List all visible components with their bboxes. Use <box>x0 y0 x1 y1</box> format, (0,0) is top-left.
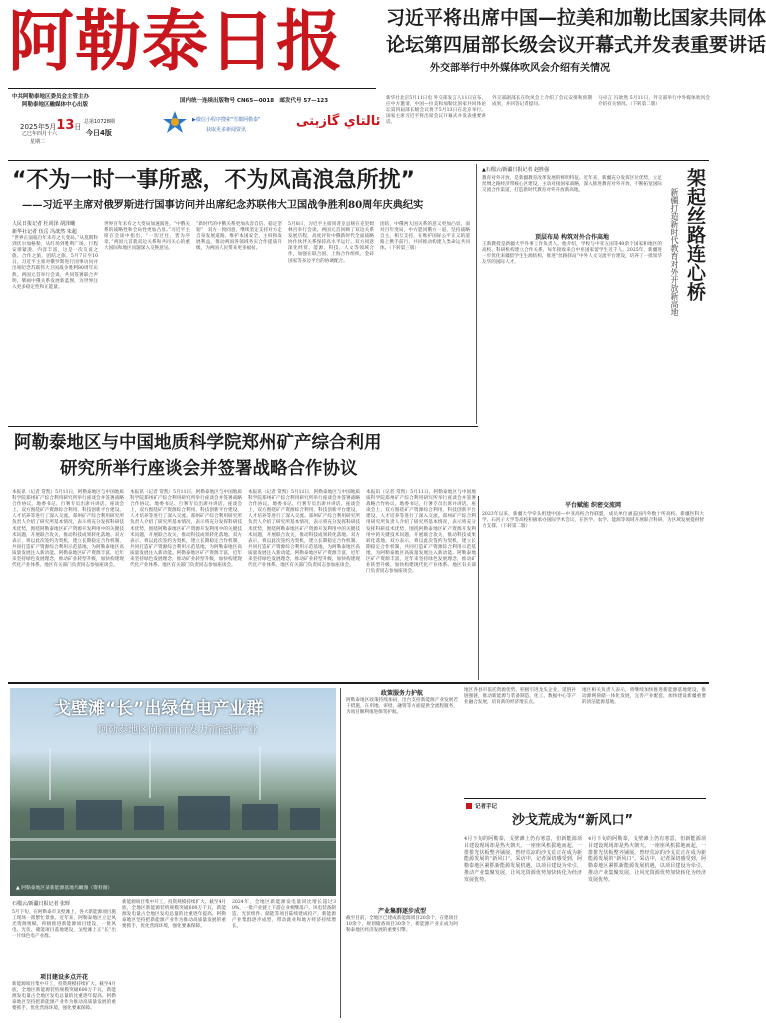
second-col-4: 本报讯（记者 常凯）5月11日，阿勒泰地区与中国地质科学院郑州矿产综合利用研究所举行座谈会并签署战略合作协议。地委书记、行署专员出席并讲话。座谈会上，双方围绕矿产资源综合利用、科技创新平台建设、人才培养等进行了深入交流。郑州矿产综合利用研究所负责人介绍了研究所基本情况，表示将充分发挥科研技术优势，围绕阿勒泰地区矿产资源开发利用中的关键技术问题，开展联合攻关，推动科技成果转化落地。双方表示，将以此次签约为契机，建立长期稳定合作机制，共同打造矿产资源综合利用示范基地，为阿勒泰地区高质量发展注入新动能。阿勒泰地区矿产资源丰富，近年来坚持绿色发展理念，推动矿业转型升级，加快构建现代化产业体系。地区有关部门负责同志参加座谈会。 <box>366 490 476 575</box>
feature-headline-1: 戈壁滩“长”出绿色电产业群 <box>54 699 264 719</box>
side-head-1: 顶层布局 构筑对外合作高地 <box>534 234 610 241</box>
feature-col-3: 2024年，全地区新能源发电量同比增长超过30%，一批产业链上下游企业相继落户。风电装备制造、光伏组件、储能等项目陆续建成投产，新能源产业集群逐步成型，带动就业和地方经济持续增长。 <box>232 900 336 930</box>
note-mark-icon <box>466 803 472 809</box>
feature-subhead-3: 产业集群逐步成型 <box>377 908 426 915</box>
date-label: 2025年5月 <box>20 123 57 131</box>
date-unit: 日 <box>74 123 82 131</box>
publisher-2: 阿勒泰地区融媒体中心出版 <box>22 102 89 108</box>
side-text-1: 教育对外开放，是新疆教育改革发展的鲜明特征。近年来，新疆充分发挥区位优势，立足丝绸之路经济带核心区建设，主动对接国家战略，深入推进教育对外开放，不断拓宽国际交流合作渠道，打造新时代教育对外开放新高地。 <box>482 176 662 194</box>
note-col-1: 4月下旬的阿勒泰，戈壁滩上仍有寒意，但新能源项目建设现场却是热火朝天。一座座风机拔地而起，一排排光伏板整齐铺展，曾经荒凉的沙戈荒正在成为新能源发展的“新风口”。采访中，记者深切感受到，阿勒泰地区紧抓新能源发展机遇，以项目建设为牵引，推动产业集聚发展，让风光资源优势加快转化为经济发展优势。 <box>464 836 582 883</box>
lead-headline: “不为一时一事所惑，不为风高浪急所扰” <box>12 168 415 193</box>
section-rule-3 <box>8 682 709 684</box>
side-text-2: 王新教授是新疆大学外事工作负责人。他介绍，学校与中亚五国等40余个国家和地区的高校、科研机构建立合作关系，每年接收来自中亚国家留学生近千人。2025年，新疆进一步优化来疆留学生生源结构，推进“丝路驿站”中外人文交流平台建设，培养了一批知华友华的国际人才。 <box>482 242 662 266</box>
second-col-3: 本报讯（记者 常凯）5月11日，阿勒泰地区与中国地质科学院郑州矿产综合利用研究所举行座谈会并签署战略合作协议。地委书记、行署专员出席并讲话。座谈会上，双方围绕矿产资源综合利用、科技创新平台建设、人才培养等进行了深入交流。郑州矿产综合利用研究所负责人介绍了研究所基本情况，表示将充分发挥科研技术优势，围绕阿勒泰地区矿产资源开发利用中的关键技术问题，开展联合攻关，推动科技成果转化落地。双方表示，将以此次签约为契机，建立长期稳定合作机制，共同打造矿产资源综合利用示范基地，为阿勒泰地区高质量发展注入新动能。阿勒泰地区矿产资源丰富，近年来坚持绿色发展理念，推动矿业转型升级，加快构建现代化产业体系。地区有关部门负责同志参加座谈会。 <box>248 490 360 569</box>
second-divider <box>478 496 479 680</box>
feature-photo <box>10 688 336 896</box>
lead-subhead: ——习近平主席对俄罗斯进行国事访问并出席纪念苏联伟大卫国战争胜利80周年庆典纪实 <box>22 199 424 211</box>
feature-col-5: 地区各县市依托资源优势，积极引进龙头企业，延链补链强链，推动新能源与装备制造、化工、数据中心等产业融合发展，培育新的经济增长点。 <box>464 688 576 706</box>
lunar-day: 乙巳年四月十六 <box>22 131 58 137</box>
brief-col-3: 马卓言 冯歆然 5月11日，外交部举行中外媒体吹风会介绍有关情况。（下转第二版） <box>598 96 710 108</box>
app-promo-2: 获取更多新闻资讯 <box>206 127 247 133</box>
lead-col-4: 5月8日，习近平主席同普京总统在克里姆林宫举行会谈。两国元首回顾了双边关系发展历程，高度评价中俄新时代全面战略协作伙伴关系保持高水平运行。双方同意深化经贸、能源、科技、人文等领域合作，加强在联合国、上海合作组织、金砖国家等多边平台的协调配合。 <box>288 222 374 264</box>
lead-col-1: “世界正面临百年未有之大变局。”从莫斯科到伏尔加格勒，从红场到胜利广场，行程安排紧凑、内容丰富，这是一次友谊之旅、合作之旅、团结之旅。5月7日至10日，习近平主席对俄罗斯进行国事访问并出席纪念苏联伟大卫国战争胜利80周年庆典。两国元首举行会谈，共同签署联合声明，擘画中俄关系发展新蓝图，为世界注入更多稳定性和正能量。 <box>12 236 98 290</box>
feature-headline-2: 阿勒泰地区向新而行发力新能源产业 <box>98 725 258 736</box>
photo-caption: ▲ 阿勒泰地区某新能源基地鸟瞰图（资料图） <box>16 886 113 891</box>
paper-title: 阿勒泰日报 <box>8 3 343 80</box>
feature-col-4b: 截至目前，全地区已建成新能源项目20余个，在建项目10余个，规划储备项目30余个，新能源产业正成为阿勒泰地区经济发展的重要引擎。 <box>346 916 458 934</box>
side-title: 架起丝路连心桥 <box>684 168 706 301</box>
feature-subhead-2: 政策服务力护航 <box>380 690 423 697</box>
note-title: 沙戈荒成为“新风口” <box>512 813 634 828</box>
side-label: ▲石榴云/新疆日报记者 赵胜强 <box>482 167 550 173</box>
second-col-1: 本报讯（记者 常凯）5月11日，阿勒泰地区与中国地质科学院郑州矿产综合利用研究所举行座谈会并签署战略合作协议。地委书记、行署专员出席并讲话。座谈会上，双方围绕矿产资源综合利用、科技创新平台建设、人才培养等进行了深入交流。郑州矿产综合利用研究所负责人介绍了研究所基本情况，表示将充分发挥科研技术优势，围绕阿勒泰地区矿产资源开发利用中的关键技术问题，开展联合攻关，推动科技成果转化落地。双方表示，将以此次签约为契机，建立长期稳定合作机制，共同打造矿产资源综合利用示范基地，为阿勒泰地区高质量发展注入新动能。阿勒泰地区矿产资源丰富，近年来坚持绿色发展理念，推动矿业转型升级，加快构建现代化产业体系。地区有关部门负责同志参加座谈会。 <box>12 490 124 569</box>
app-logo <box>162 110 188 134</box>
weekday: 星期二 <box>30 139 46 145</box>
feature-divider-1 <box>340 688 341 1018</box>
note-col-2: 4月下旬的阿勒泰，戈壁滩上仍有寒意，但新能源项目建设现场却是热火朝天。一座座风机拔地而起，一排排光伏板整齐铺展，曾经荒凉的沙戈荒正在成为新能源发展的“新风口”。采访中，记者深切感受到，阿勒泰地区紧抓新能源发展机遇，以项目建设为牵引，推动产业集聚发展，让风光资源优势加快转化为经济发展优势。 <box>588 836 706 883</box>
feature-col-1: 5月下旬，在阿勒泰市戈壁滩上，各大新能源项目施工现场一派繁忙景象。近年来，阿勒泰地区立足风光资源禀赋，积极推进新能源项目建设，一批风电、光伏、储能项目落地建设，戈壁滩上正“长”出一片绿色电产业群。 <box>12 910 116 940</box>
note-label <box>466 802 497 810</box>
kazakh-title: ئالتاي گازېتى <box>296 114 381 129</box>
issue-number: 总第10728期 <box>84 119 115 125</box>
masthead-rule <box>8 88 376 89</box>
brief-col-1: 新华社北京5月11日电 外交部发言人11日宣布，应中方邀请，中国—拉美和加勒比国家共同体论坛第四届部长级会议将于5月13日在北京举行。国家主席习近平将出席会议开幕式并发表重要讲话。 <box>386 96 486 126</box>
masthead <box>0 0 766 160</box>
top-subhead: 外交部举行中外媒体吹风会介绍有关情况 <box>430 63 610 74</box>
publisher-1: 中共阿勒泰地区委员会主管主办 <box>12 94 90 100</box>
feature-subhead-1: 项目建设多点开花 <box>39 974 88 981</box>
feature-col-1b: 新能源项目集中开工，投资规模持续扩大。截至4月底，全地区新能源装机规模突破600万千瓦，新能源发电量占全地区发电总量的比重逐年提高。阿勒泰地区坚持把新能源产业作为推动高质量发展的重要抓手，优化营商环境，强化要素保障。 <box>12 982 116 1012</box>
lead-byline-2: 新华社记者 伍岳 冯歆然 朱超 <box>12 229 77 235</box>
lead-col-3: “新时代的中俄关系更加从容自信、稳定坚韧” 双方一致同意，继续坚定支持对方走自身发展道路，维护本国安全、主权和发展利益，推动两国各领域务实合作提质升级，为两国人民带来更多福祉。 <box>196 222 282 252</box>
lead-byline: 人民日报记者 杜尚泽 胡泽曦 <box>12 221 76 227</box>
page-count: 今日4版 <box>86 129 112 137</box>
second-headline-1: 阿勒泰地区与中国地质科学院郑州矿产综合利用 <box>14 433 382 453</box>
section-rule-1 <box>8 160 709 161</box>
top-headline-1: 习近平将出席中国—拉美和加勒比国家共同体 <box>386 7 766 29</box>
lead-divider <box>476 164 477 424</box>
second-col-2: 本报讯（记者 常凯）5月11日，阿勒泰地区与中国地质科学院郑州矿产综合利用研究所举行座谈会并签署战略合作协议。地委书记、行署专员出席并讲话。座谈会上，双方围绕矿产资源综合利用、科技创新平台建设、人才培养等进行了深入交流。郑州矿产综合利用研究所负责人介绍了研究所基本情况，表示将充分发挥科研技术优势，围绕阿勒泰地区矿产资源开发利用中的关键技术问题，开展联合攻关，推动科技成果转化落地。双方表示，将以此次签约为契机，建立长期稳定合作机制，共同打造矿产资源综合利用示范基地，为阿勒泰地区高质量发展注入新动能。阿勒泰地区矿产资源丰富，近年来坚持绿色发展理念，推动矿业转型升级，加快构建现代化产业体系。地区有关部门负责同志参加座谈会。 <box>130 490 242 569</box>
side-subtitle: 新疆打造新时代教育对外开放新高地 <box>670 188 679 316</box>
feature-col-6: 地区相关负责人表示，将继续加快推进新能源基地建设，推动源网荷储一体化发展，完善产业配套，加快建设新疆重要的清洁能源基地。 <box>582 688 706 706</box>
feature-col-2: 新能源项目集中开工，投资规模持续扩大。截至4月底，全地区新能源装机规模突破600万千瓦，新能源发电量占全地区发电总量的比重逐年提高。阿勒泰地区坚持把新能源产业作为推动高质量发展的重要抓手，优化营商环境，强化要素保障。 <box>122 900 226 930</box>
lead-col-2: 世界百年未有之大变局加速演进。“中俄关系的战略性和全局性更加凸显。”习近平主席在会谈中指出。“一切过往，皆为序章。”两国元首就双边关系和共同关心的重大国际和地区问题深入交换意见。 <box>104 222 190 252</box>
section-rule-2 <box>8 426 478 427</box>
feature-col-4: 阿勒泰地区政策持续加码，出台支持新能源产业发展若干措施，在用地、审批、融资等方面提供全流程服务，为项目顺利推进保驾护航。 <box>346 698 458 716</box>
note-rule <box>464 798 706 799</box>
side-text-3: 2023年以来，新疆大学牵头组建中国—中亚高校合作联盟，成员单位涵盖国内外数十所高校。新疆医科大学、石河子大学等高校积极承办国际学术会议，在医学、农学、能源等领域开展联合科研，为区域发展提供智力支撑。（下转第二版） <box>482 512 704 530</box>
top-headline-2: 论坛第四届部长级会议开幕式并发表重要讲话 <box>386 34 766 56</box>
side-head-2: 平台赋能 织密交流网 <box>564 502 622 509</box>
lead-col-5: 团结，中俄两大国关系的意义更加凸显。面对百年变局，中方愿同俄方一道，坚持战略自主，相互支持，在维护国际公平正义的道路上携手前行，共同推动构建人类命运共同体。（下转第三版） <box>380 222 470 252</box>
app-promo-1: ▶微信小程序搜索"雪都阿勒泰" <box>192 117 261 123</box>
cn-number: 国内统一连续出版物号 CN65—0018 邮发代号 57—123 <box>180 98 329 104</box>
note-label-text: 记者手记 <box>475 804 498 810</box>
date-day: 13 <box>56 118 75 133</box>
second-headline-2: 研究所举行座谈会并签署战略合作协议 <box>60 459 358 479</box>
feature-section-label: 石榴云/新疆日报记者 张晖 <box>12 901 71 907</box>
brief-col-2: 外交部副部长在吹风会上介绍了会议安排和预期成果，并回答记者提问。 <box>492 96 592 108</box>
